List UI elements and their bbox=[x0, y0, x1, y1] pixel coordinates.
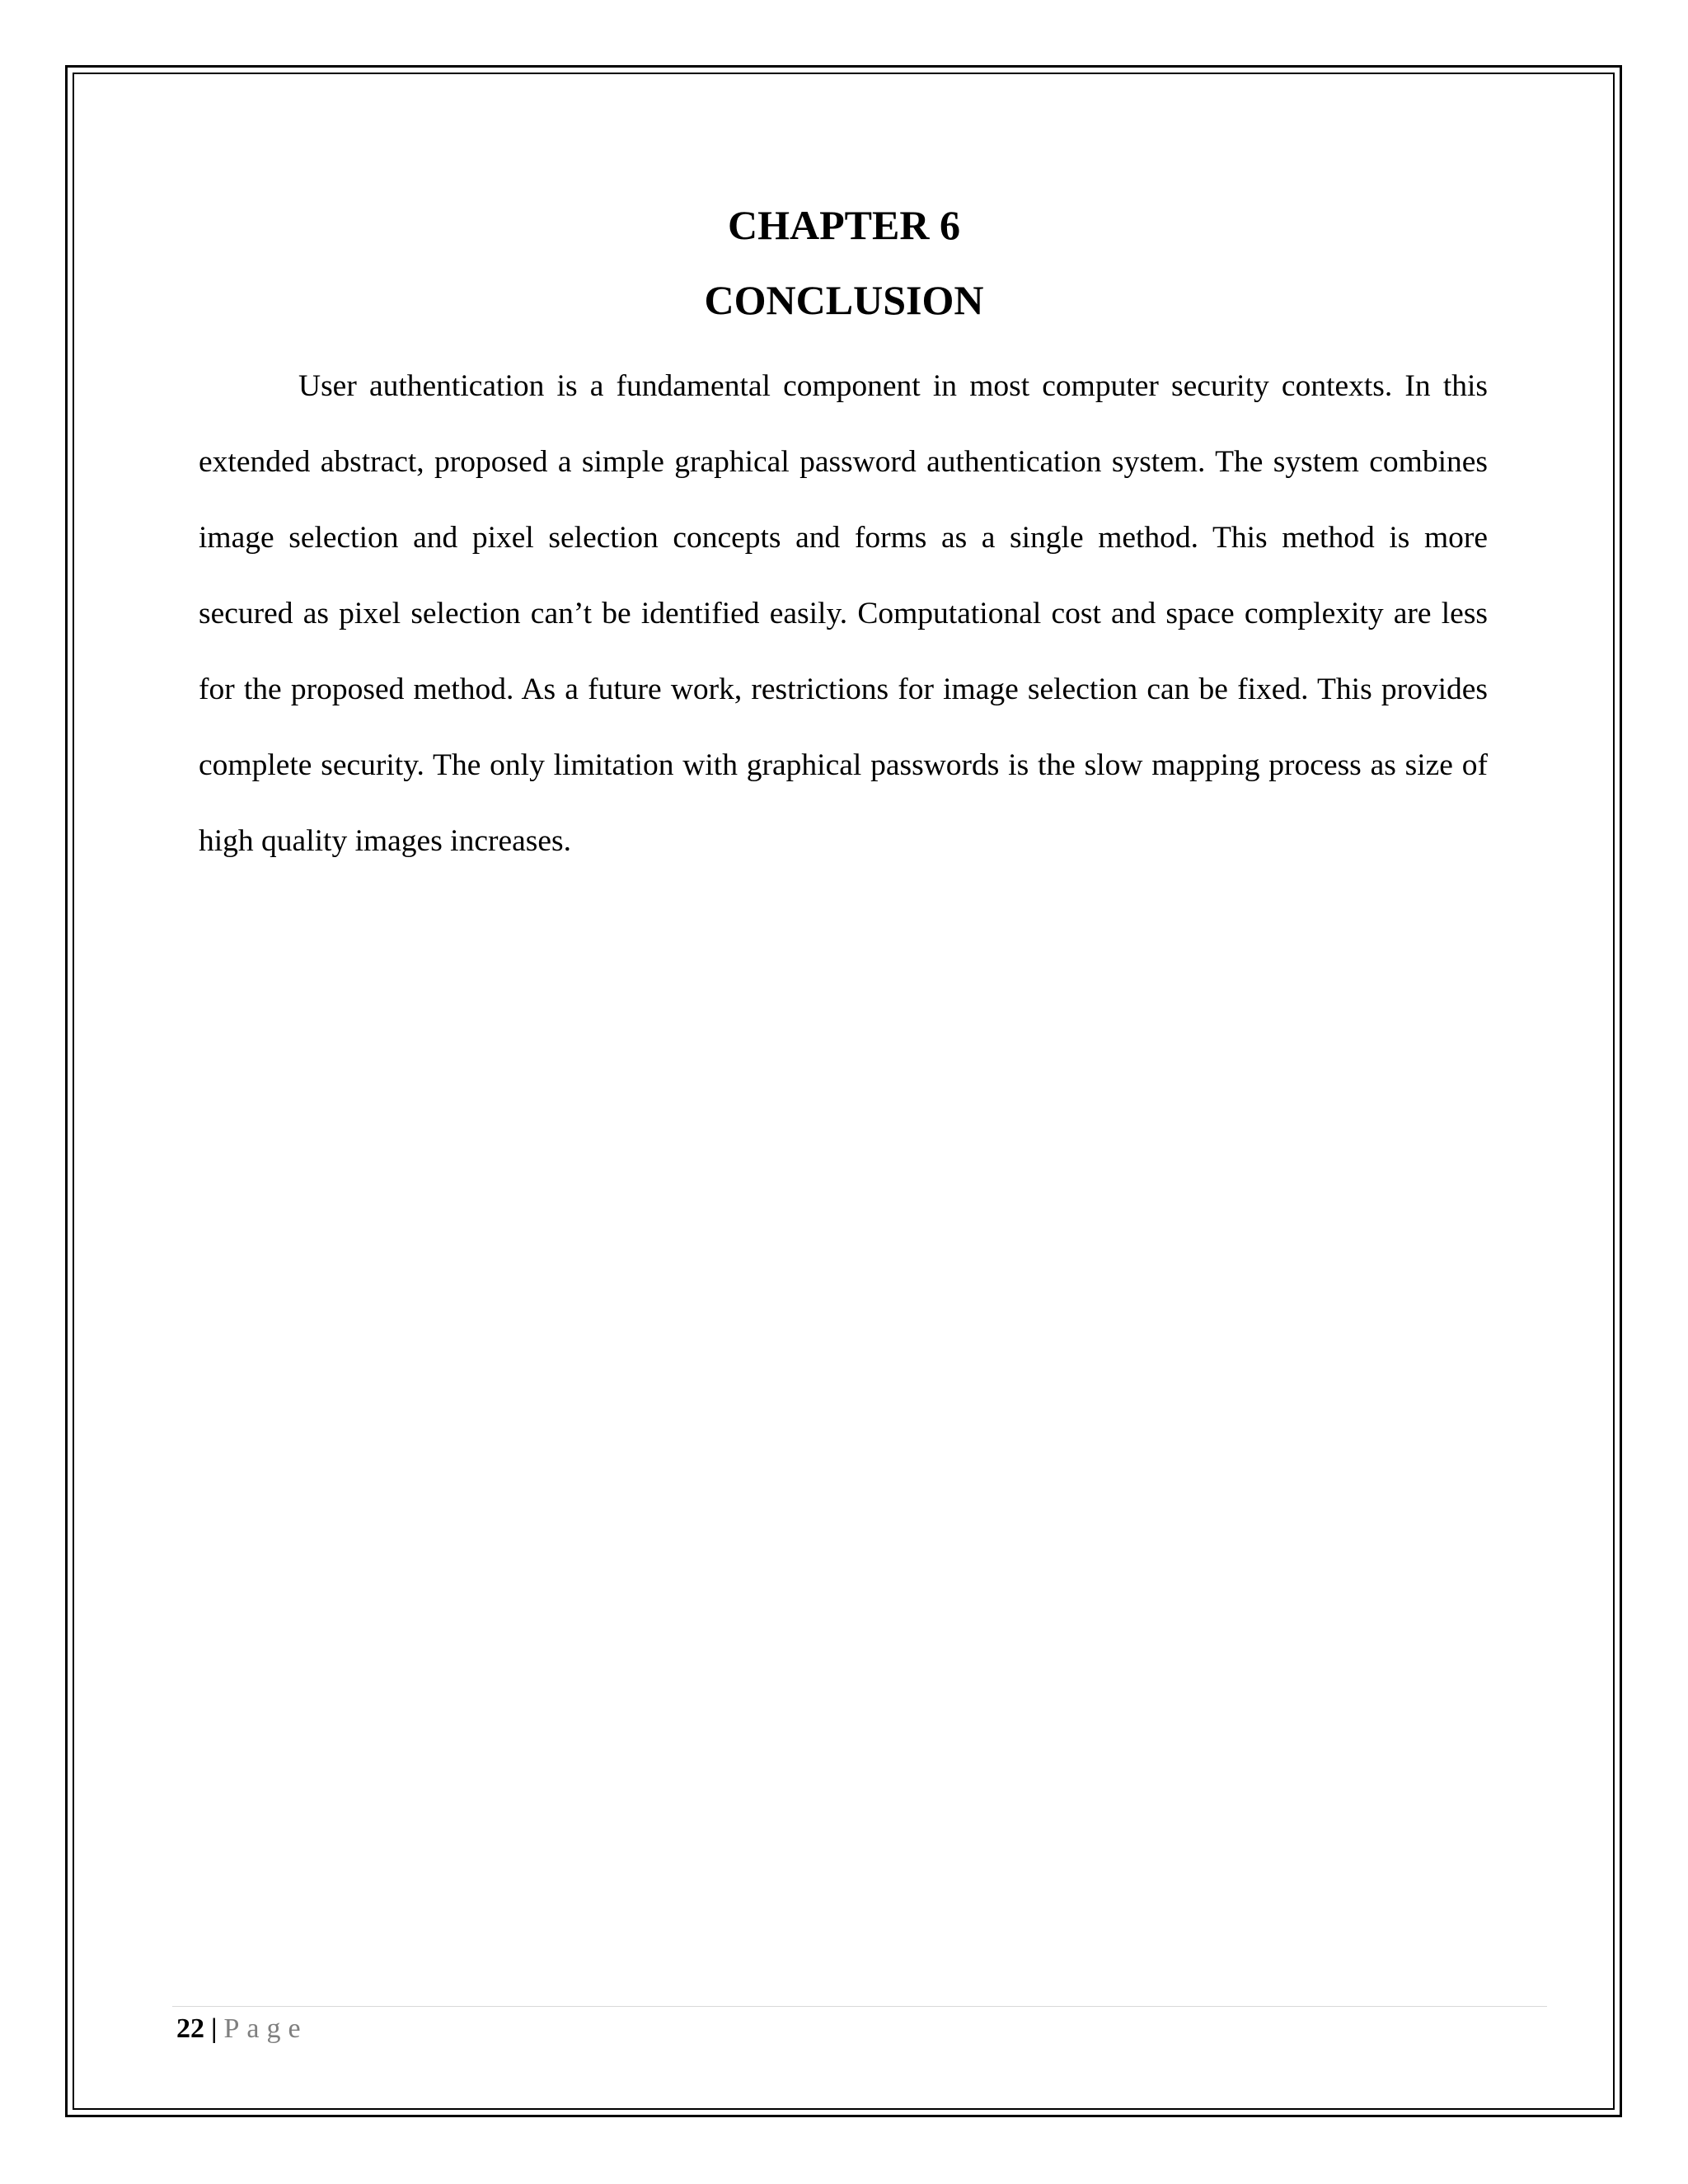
conclusion-paragraph: User authentication is a fundamental component in most computer security contexts. In this extended abstract, proposed a simple graphical password authentication system. The system combines image selection and pixel selection concepts and forms as a single method. This method is more secured as pixel selection can’t be identified easily. Computational cost and space complexity are less for the proposed method. As a future work, restrictions for image selection can be fixed. This provides complete security. The only limitation with graphical passwords is the slow mapping process as size of high quality images increases. bbox=[199, 369, 1488, 858]
chapter-number-heading: CHAPTER 6 bbox=[728, 202, 960, 248]
page-footer bbox=[176, 2011, 308, 2047]
page-number: 22 bbox=[176, 2013, 204, 2044]
chapter-title-heading: CONCLUSION bbox=[704, 277, 984, 323]
footer-separator: | bbox=[211, 2013, 218, 2044]
footer-divider bbox=[172, 2006, 1547, 2007]
page-label: Page bbox=[223, 2013, 308, 2044]
